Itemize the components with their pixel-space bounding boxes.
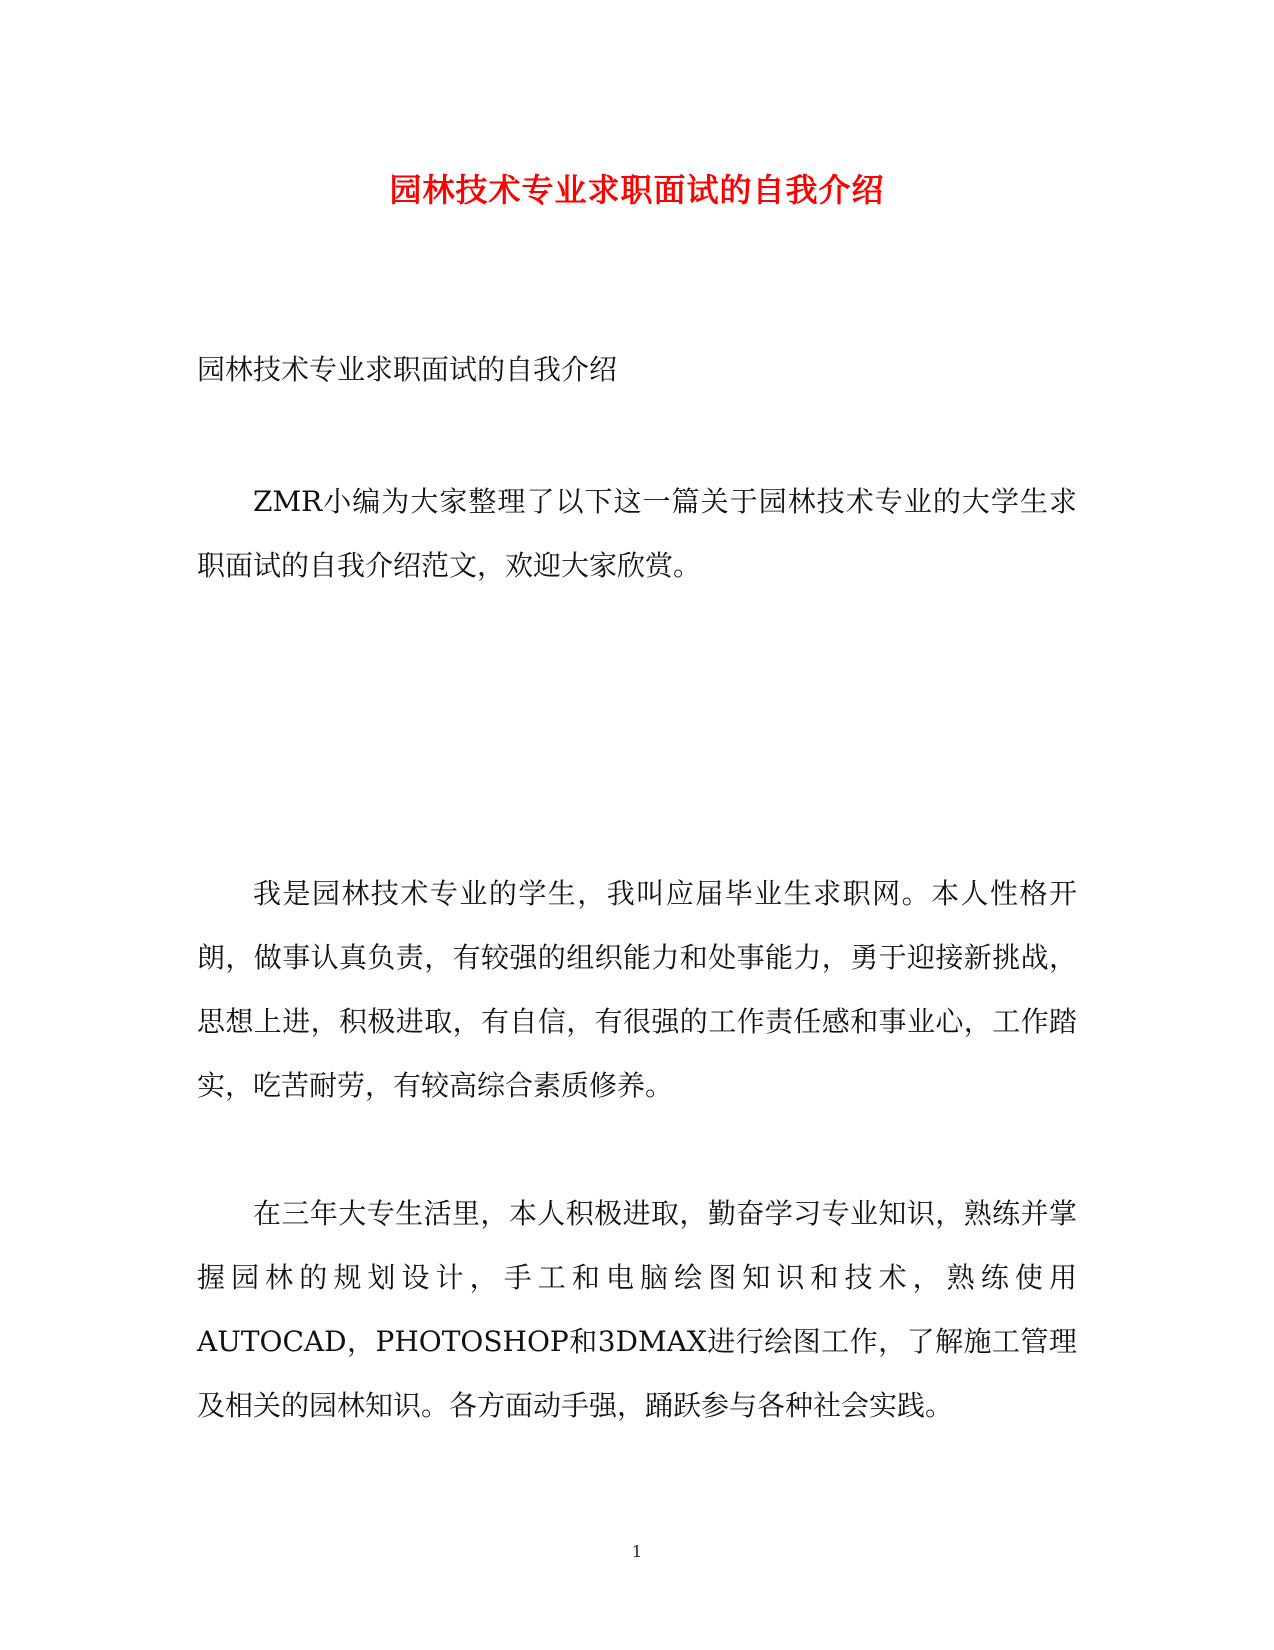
study-paragraph: 在三年大专生活里，本人积极进取，勤奋学习专业知识，熟练并掌握园林的规划设计，手工和电脑绘图知识和技术，熟练使用AUTOCAD，PHOTOSHOP和3DMAX进行绘图工作，了解施工管理及相关的园林知识。各方面动手强，踊跃参与各种社会实践。	[197, 1197, 1077, 1422]
intro-paragraph: ZMR小编为大家整理了以下这一篇关于园林技术专业的大学生求职面试的自我介绍范文，欢迎大家欣赏。	[197, 485, 1077, 582]
section-heading: 园林技术专业求职面试的自我介绍	[197, 353, 618, 386]
page-number: 1	[631, 1542, 643, 1561]
personality-paragraph: 我是园林技术专业的学生，我叫应届毕业生求职网。本人性格开朗，做事认真负责，有较强的组织能力和处事能力，勇于迎接新挑战，思想上进，积极进取，有自信，有很强的工作责任感和事业心，工作踏实，吃苦耐劳，有较高综合素质修养。	[197, 877, 1077, 1102]
document-title: 园林技术专业求职面试的自我介绍	[389, 171, 885, 209]
